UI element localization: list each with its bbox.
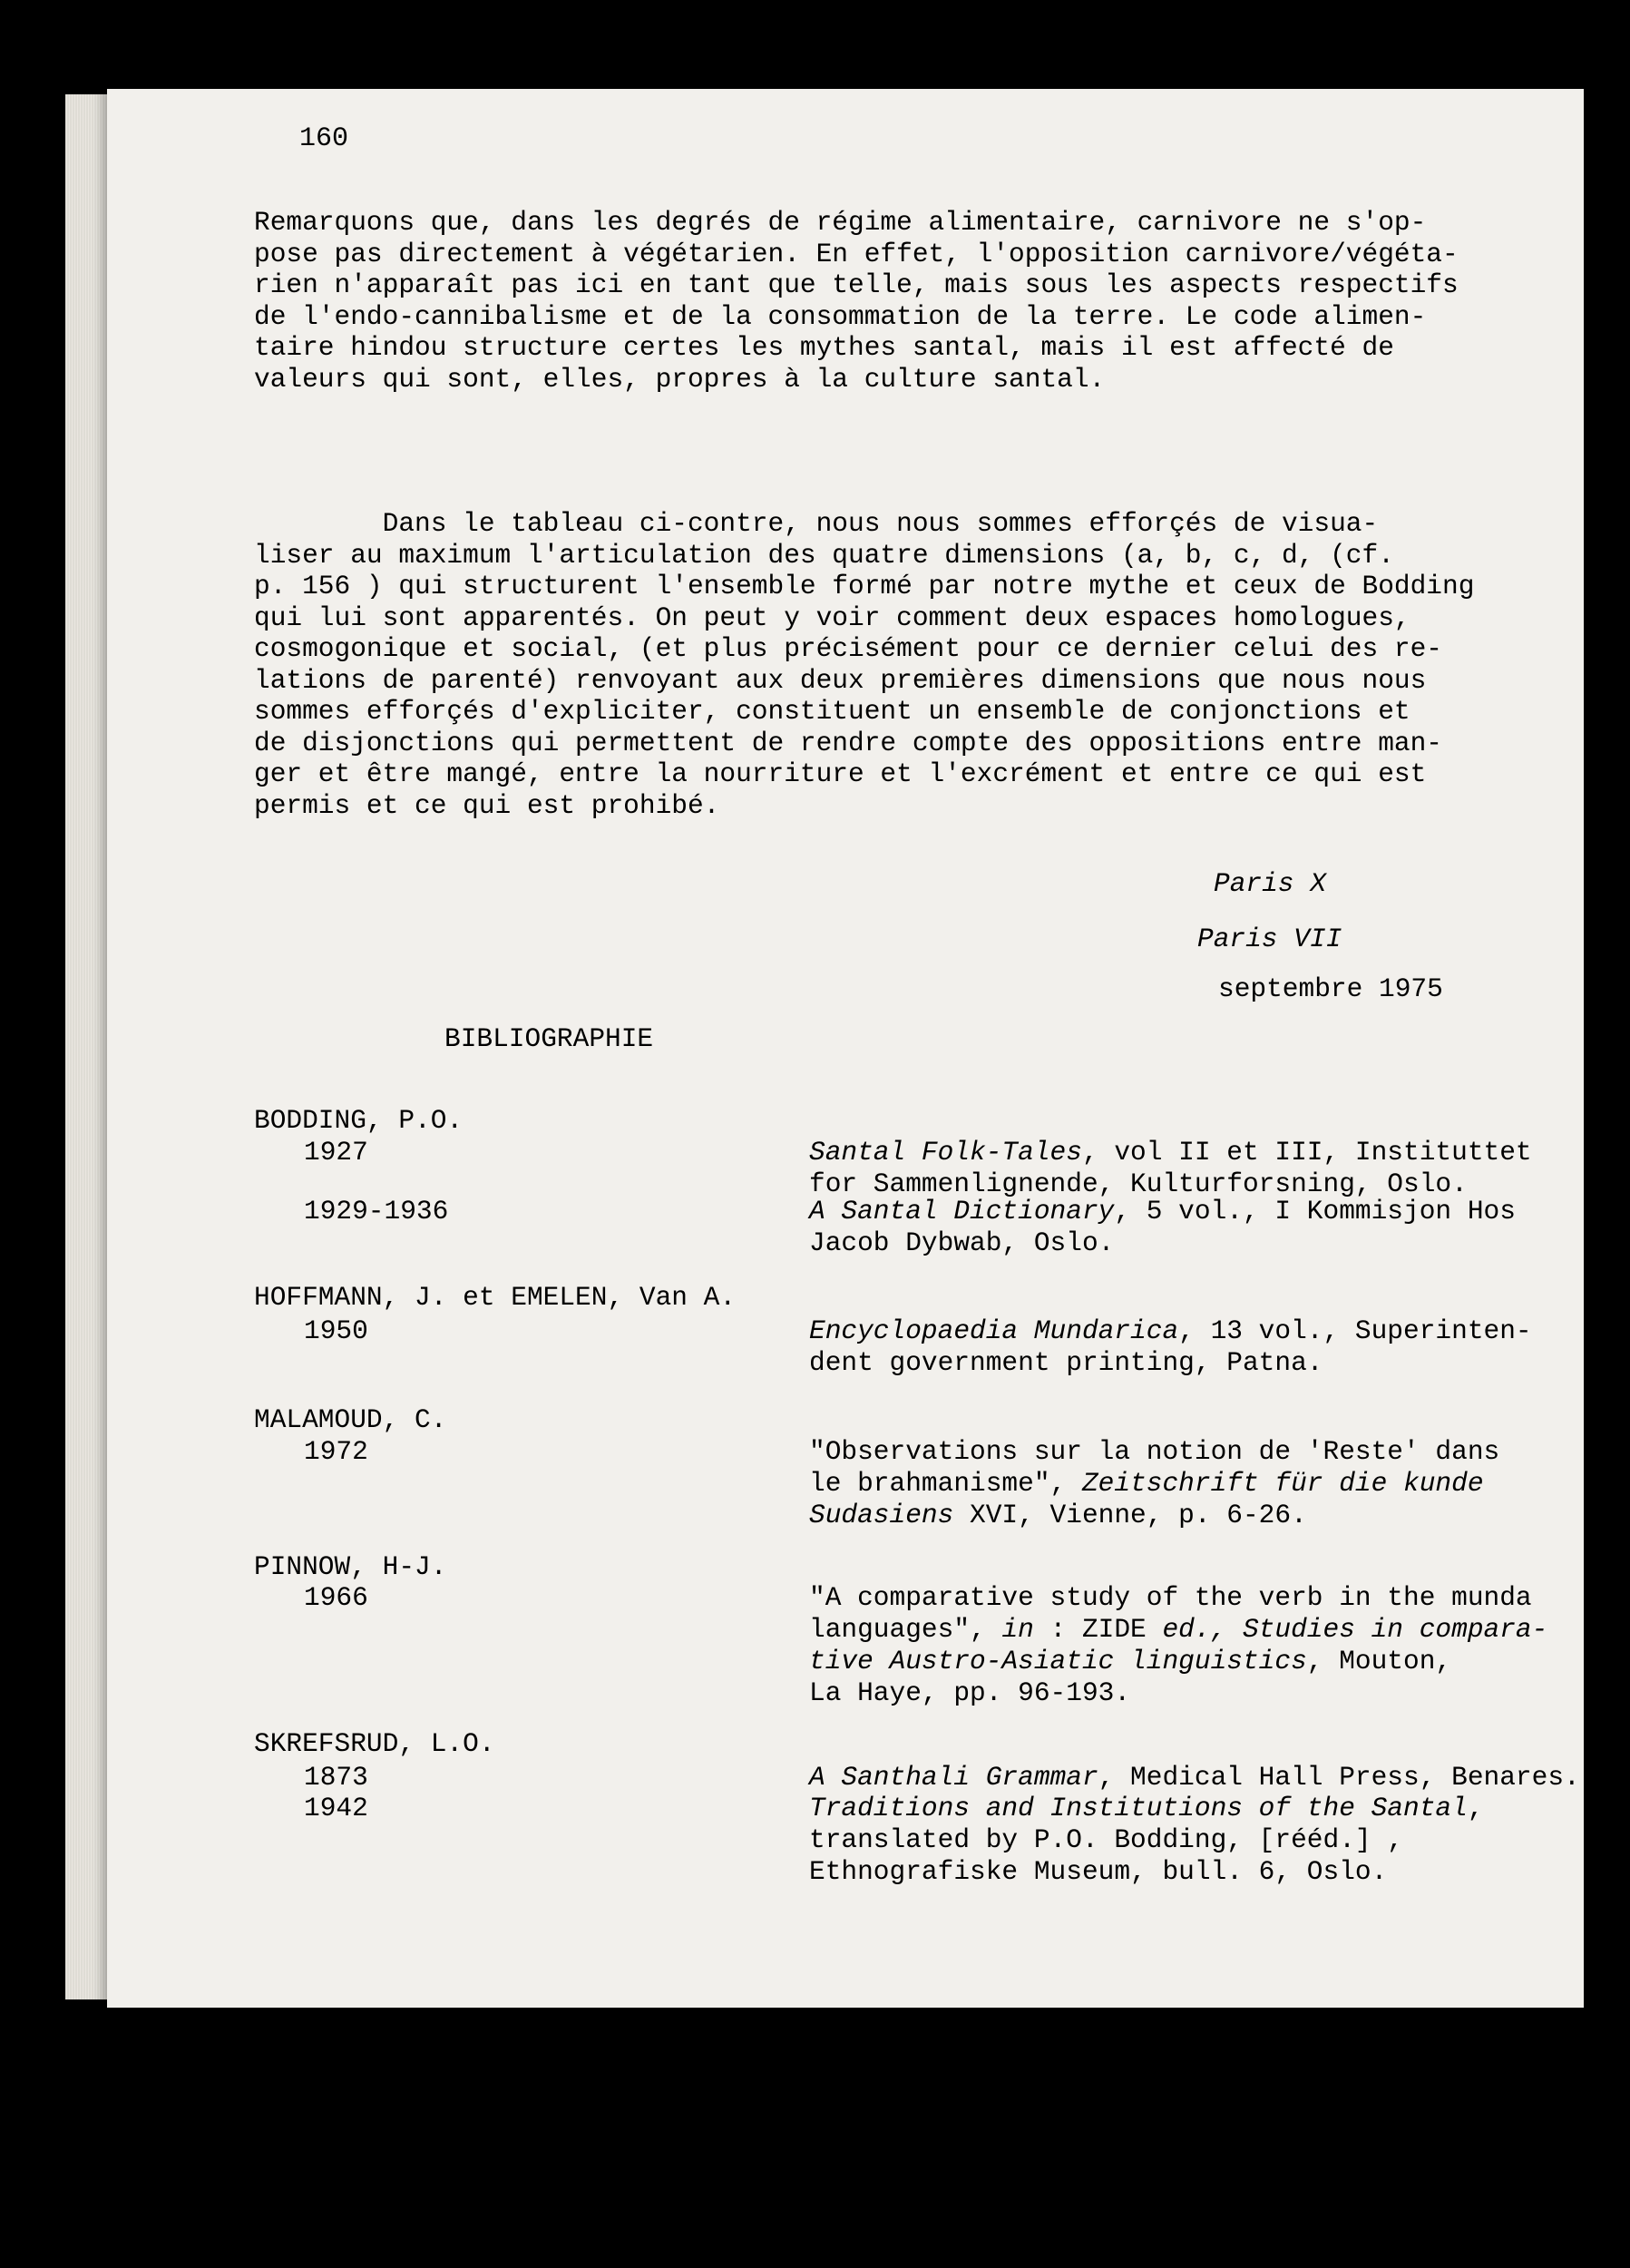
bibliography-year: 1950 (304, 1315, 368, 1346)
reference-title: A Santhali Grammar (809, 1762, 1098, 1793)
reference-details: , 5 vol., I Kommisjon Hos Jacob Dybwab, Oslo. (809, 1196, 1516, 1258)
reference-details: , 13 vol., Superinten- dent government printing, Patna. (809, 1315, 1532, 1378)
bibliography-reference (809, 1582, 1607, 1709)
bibliography-reference (809, 1793, 1607, 1888)
signature-place-2: Paris VII (1197, 924, 1342, 954)
bibliography-year: 1966 (304, 1582, 368, 1613)
reference-editor: : ZIDE (1033, 1614, 1163, 1645)
bibliography-author: BODDING, P.O. (254, 1105, 464, 1136)
reference-details: , vol II et III, Instituttet for Sammenlignende, Kulturforsning, Oslo. (809, 1137, 1532, 1199)
reference-title: Encyclopaedia Mundarica (809, 1315, 1179, 1346)
reference-details: , translated by P.O. Bodding, [rééd.] , Ethnografiske Museum, bull. 6, Oslo. (809, 1793, 1484, 1887)
reference-title-quoted: "Observations sur la notion de 'Reste' dans le brahmanisme", (809, 1436, 1500, 1499)
bibliography-reference (809, 1315, 1607, 1379)
bibliography-heading: BIBLIOGRAPHIE (444, 1023, 654, 1054)
signature-date: septembre 1975 (1218, 973, 1443, 1004)
reference-details: , Mouton, La Haye, pp. 96-193. (809, 1646, 1452, 1708)
bibliography-reference (809, 1762, 1607, 1794)
reference-book-title: ed., Studies in compara- tive Austro-Asiatic linguistics (809, 1614, 1548, 1677)
page-number: 160 (299, 123, 349, 154)
bibliography-author: HOFFMANN, J. et EMELEN, Van A. (254, 1282, 737, 1313)
bibliography-year: 1942 (304, 1793, 368, 1823)
paragraph-1: Remarquons que, dans les degrés de régime alimentaire, carnivore ne s'op- pose pas directement à végétarien. En effet, l'opposition carnivore/végéta- rien n'apparaît pas ici en tant que telle, mais sous les aspects respectifs de l'endo-cannibalisme et de la consommation de la terre. Le code alimen- taire hindou structure certes les mythes santal, mais il est affecté de valeurs qui sont, elles, propres à la culture santal. (254, 207, 1459, 395)
bibliography-reference (809, 1436, 1607, 1531)
reference-title: Santal Folk-Tales (809, 1137, 1082, 1168)
bibliography-author: PINNOW, H-J. (254, 1551, 447, 1582)
reference-title-quoted: "A comparative study of the verb in the munda languages", (809, 1582, 1532, 1645)
reference-details: XVI, Vienne, p. 6-26. (953, 1500, 1307, 1530)
bibliography-year: 1929-1936 (304, 1196, 449, 1227)
bibliography-year: 1927 (304, 1137, 368, 1168)
bibliography-year: 1873 (304, 1762, 368, 1793)
reference-title: A Santal Dictionary (809, 1196, 1115, 1227)
reference-journal: Zeitschrift für die kunde Sudasiens (809, 1468, 1484, 1530)
signature-place-1: Paris X (1214, 868, 1326, 899)
paragraph-2: Dans le tableau ci-contre, nous nous sommes efforçés de visua- liser au maximum l'articulation des quatre dimensions (a, b, c, d, (cf. p. 156 ) qui structurent l'ensemble formé par notre mythe et ceux de Bodding qui lui sont apparentés. On peut y voir comment deux espaces homologues, cosmogonique et social, (et plus précisément pour ce dernier celui des re- lations de parenté) renvoyant aux deux premières dimensions que nous nous sommes efforçés d'expliciter, constituent un ensemble de conjonctions et de disjonctions qui permettent de rendre compte des oppositions entre man- ger et être mangé, entre la nourriture et l'excrément et entre ce qui est permis et ce qui est prohibé. (254, 508, 1475, 821)
reference-in: in (1001, 1614, 1034, 1645)
reference-title: Traditions and Institutions of the Santal (809, 1793, 1468, 1823)
bibliography-reference (809, 1137, 1607, 1200)
bibliography-year: 1972 (304, 1436, 368, 1467)
bibliography-author: SKREFSRUD, L.O. (254, 1728, 495, 1759)
bibliography-reference (809, 1196, 1607, 1259)
reference-details: , Medical Hall Press, Benares. (1098, 1762, 1580, 1793)
bibliography-author: MALAMOUD, C. (254, 1404, 447, 1435)
